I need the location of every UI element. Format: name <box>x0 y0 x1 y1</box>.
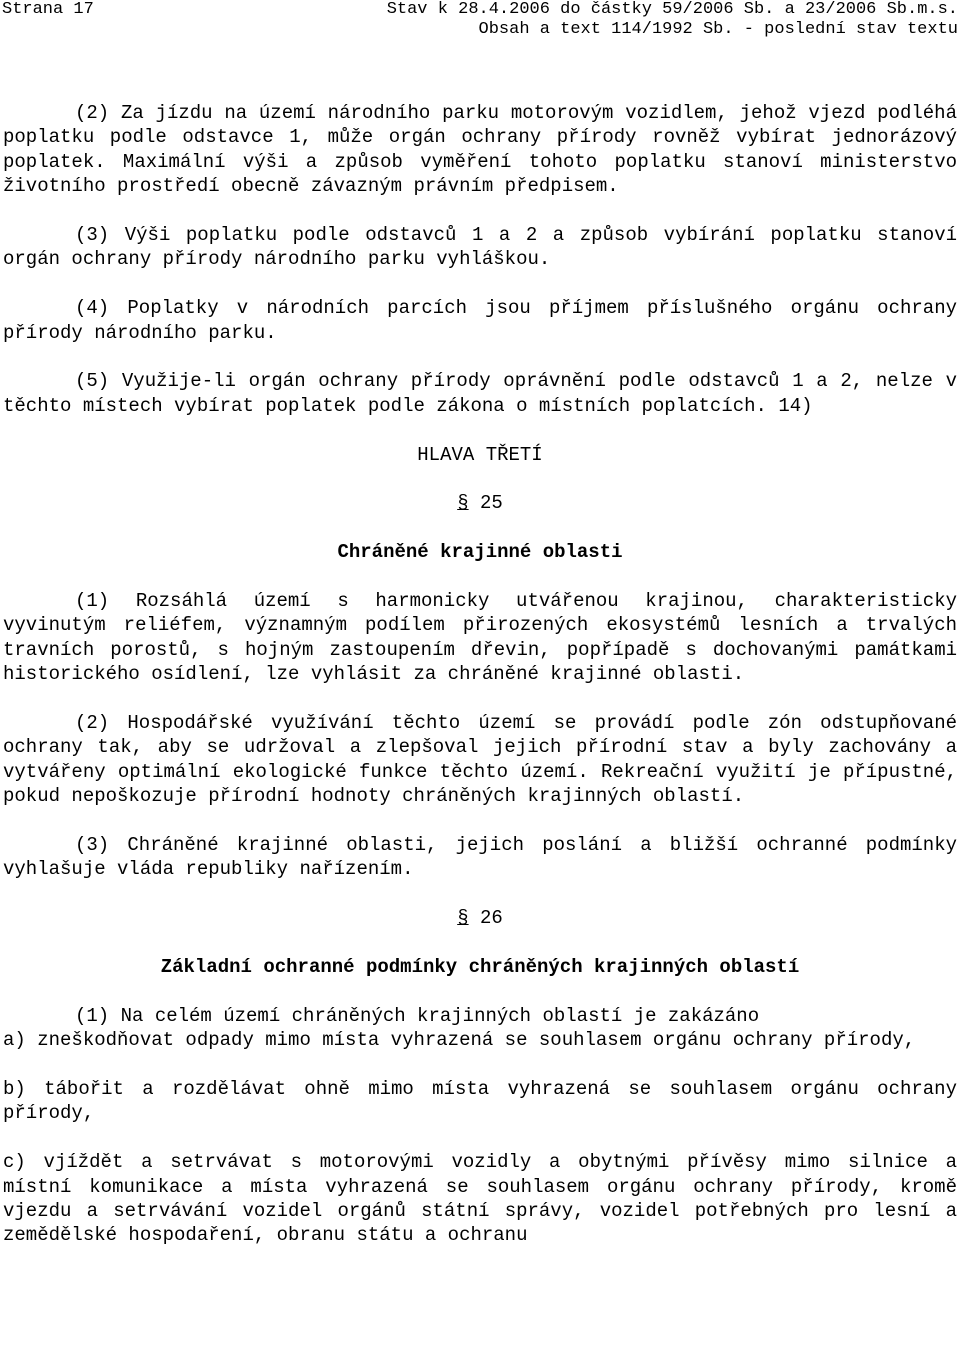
section-title: Chráněné krajinné oblasti <box>337 541 623 564</box>
section-title: Základní ochranné podmínky chráněných krajinných oblastí <box>160 956 800 979</box>
paragraph-text: (3) Výši poplatku podle odstavců 1 a 2 a způsob vybírání poplatku stanoví orgán ochrany přírody národního parku vyhláškou. <box>3 224 957 271</box>
paragraph <box>3 711 957 809</box>
document-status <box>387 0 958 40</box>
section-number <box>3 906 957 930</box>
paragraph <box>3 833 957 882</box>
section-number <box>3 491 957 515</box>
list-item: c) vjíždět a setrvávat s motorovými vozidly a obytnými přívěsy mimo silnice a místní komunikace a místa vyhrazená se souhlasem orgánu ochrany přírody, kromě vjezdu a setrvávání vozidel orgánů státní správy, vozidel potřebných pro lesní a zemědělské hospodaření, obranu státu a ochranu <box>3 1151 957 1247</box>
paragraph-text: (5) Využije-li orgán ochrany přírody oprávnění podle odstavců 1 a 2, nelze v těchto místech vybírat poplatek podle zákona o místních poplatcích. 14) <box>3 370 957 417</box>
paragraph-intro <box>3 1004 957 1028</box>
page-number: Strana 17 <box>2 0 94 19</box>
section-number-text: 26 <box>468 907 503 930</box>
paragraph-text: (2) Za jízdu na území národního parku motorovým vozidlem, jehož vjezd podléhá poplatku podle odstavce 1, může orgán ochrany přírody rovněž vybírat jednorázový poplatek. Maximální výši a způsob vyměření tohoto poplatku stanoví ministerstvo životního prostředí obecně závazným právním předpisem. <box>3 102 957 198</box>
document-body <box>3 101 957 1248</box>
section-sign-icon: § <box>457 907 469 930</box>
status-line-2: Obsah a text 114/1992 Sb. - poslední stav textu <box>478 20 958 39</box>
section-sign-icon: § <box>457 492 469 515</box>
paragraph <box>3 589 957 687</box>
paragraph-text: (1) Na celém území chráněných krajinných oblastí je zakázáno <box>75 1004 760 1027</box>
paragraph-text: (2) Hospodářské využívání těchto území se provádí podle zón odstupňované ochrany tak, aby se udržoval a zlepšoval jejich přírodní stav a byly zachovány a vytvářeny optimální ekologické funkce těchto území. Rekreační využití je přípustné, pokud nepoškozuje přírodní hodnoty chráněných krajinných oblastí. <box>3 712 957 808</box>
paragraph <box>3 223 957 272</box>
chapter-heading: HLAVA TŘETÍ <box>417 443 543 466</box>
paragraph-text: (1) Rozsáhlá území s harmonicky utvářenou krajinou, charakteristicky vyvinutým reliéfem, významným podílem přirozených ekosystémů lesních a trvalých travních porostů, s hojným zastoupením dřevin, popřípadě s dochovanými památkami historického osídlení, lze vyhlásit za chráněné krajinné oblasti. <box>3 590 957 686</box>
status-line-1: Stav k 28.4.2006 do částky 59/2006 Sb. a 23/2006 Sb.m.s. <box>386 0 958 19</box>
paragraph-text: (3) Chráněné krajinné oblasti, jejich poslání a bližší ochranné podmínky vyhlašuje vláda republiky nařízením. <box>3 834 957 881</box>
list-item: a) zneškodňovat odpady mimo místa vyhrazená se souhlasem orgánu ochrany přírody, <box>3 1029 916 1052</box>
paragraph <box>3 101 957 199</box>
paragraph <box>3 369 957 418</box>
list-item: b) tábořit a rozdělávat ohně mimo místa vyhrazená se souhlasem orgánu ochrany přírody, <box>3 1078 957 1125</box>
paragraph-text: (4) Poplatky v národních parcích jsou příjmem příslušného orgánu ochrany přírody národního parku. <box>3 297 957 344</box>
section-number-text: 25 <box>468 492 503 515</box>
paragraph <box>3 296 957 345</box>
